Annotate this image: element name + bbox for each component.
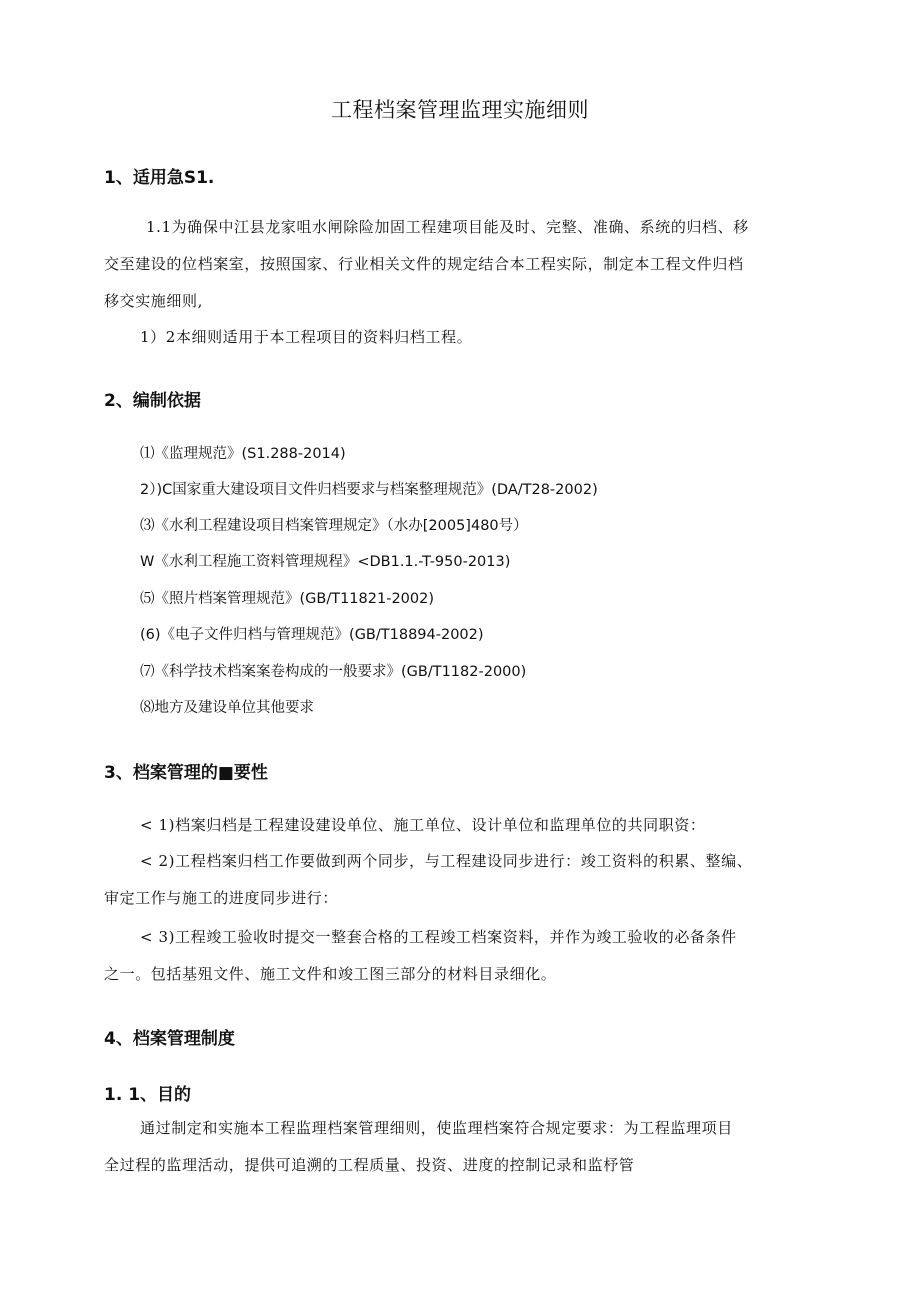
reference-item: W《水利工程施工资料管理规程》<DB1.1.-T-950-2013) bbox=[140, 554, 511, 570]
reference-item: (6)《电子文件归档与管理规范》(GB/T18894-2002) bbox=[140, 627, 484, 643]
section-3-item-3-line-2: 之一。包括基殂文件、施工文件和竣工图三部分的材料目录细化。 bbox=[104, 965, 557, 983]
section-1-paragraph-2: 1）2本细则适用于本工程项目的资料归档工程。 bbox=[140, 328, 473, 346]
section-4-body-line-1: 通过制定和实施本工程监理档案管理细则，使监理档案符合规定要求：为工程监理项目 bbox=[140, 1119, 733, 1137]
section-4-body-line-2: 全过程的监理活动，提供可追溯的工程质量、投资、进度的控制记录和监杼管 bbox=[104, 1156, 635, 1174]
reference-item: ⑺《科学技术档案案卷构成的一般要求》(GB/T1182-2000) bbox=[140, 664, 527, 680]
section-4-subheading: 1. 1、目的 bbox=[104, 1085, 192, 1105]
section-1-heading: 1、适用急S1. bbox=[104, 168, 215, 188]
section-2-heading: 2、编制依据 bbox=[104, 391, 201, 411]
section-1-paragraph-line-2: 交至建设的位档案室，按照国家、行业相关文件的规定结合本工程实际，制定本工程文件归档 bbox=[104, 255, 744, 273]
section-1-paragraph-line-3: 移交实施细则, bbox=[104, 292, 203, 310]
page-title: 工程档案管理监理实施细则 bbox=[331, 98, 589, 122]
section-3-heading: 3、档案管理的■要性 bbox=[104, 763, 268, 783]
reference-item: ⑴《监理规范》(S1.288-2014) bbox=[140, 446, 346, 462]
section-3-item-3-line-1: < 3)工程竣工验收时提交一整套合格的工程竣工档案资料，并作为竣工验收的必备条件 bbox=[140, 928, 737, 946]
reference-item: ⑸《照片档案管理规范》(GB/T11821-2002) bbox=[140, 591, 434, 607]
section-3-item-1: < 1)档案归档是工程建设建设单位、施工单位、设计单位和监理单位的共同职资： bbox=[140, 816, 706, 834]
section-4-heading: 4、档案管理制度 bbox=[104, 1029, 235, 1049]
section-3-item-2-line-1: < 2)工程档案归档工作要做到两个同步，与工程建设同步进行：竣工资料的积累、整编、 bbox=[140, 852, 753, 870]
reference-item: 2）)C国家重大建设项目文件归档要求与档案整理规范》(DA/T28-2002) bbox=[140, 482, 598, 498]
reference-item: ⑶《水利工程建设项目档案管理规定》（水办[2005]480号） bbox=[140, 518, 528, 534]
reference-item: ⑻地方及建设单位其他要求 bbox=[140, 700, 314, 716]
section-1-paragraph-line-1: 1.1为确保中江县龙家咀水闸除险加固工程建项目能及时、完整、准确、系统的归档、移 bbox=[146, 218, 749, 236]
section-3-item-2-line-2: 审定工作与施工的进度同步进行： bbox=[104, 889, 339, 907]
